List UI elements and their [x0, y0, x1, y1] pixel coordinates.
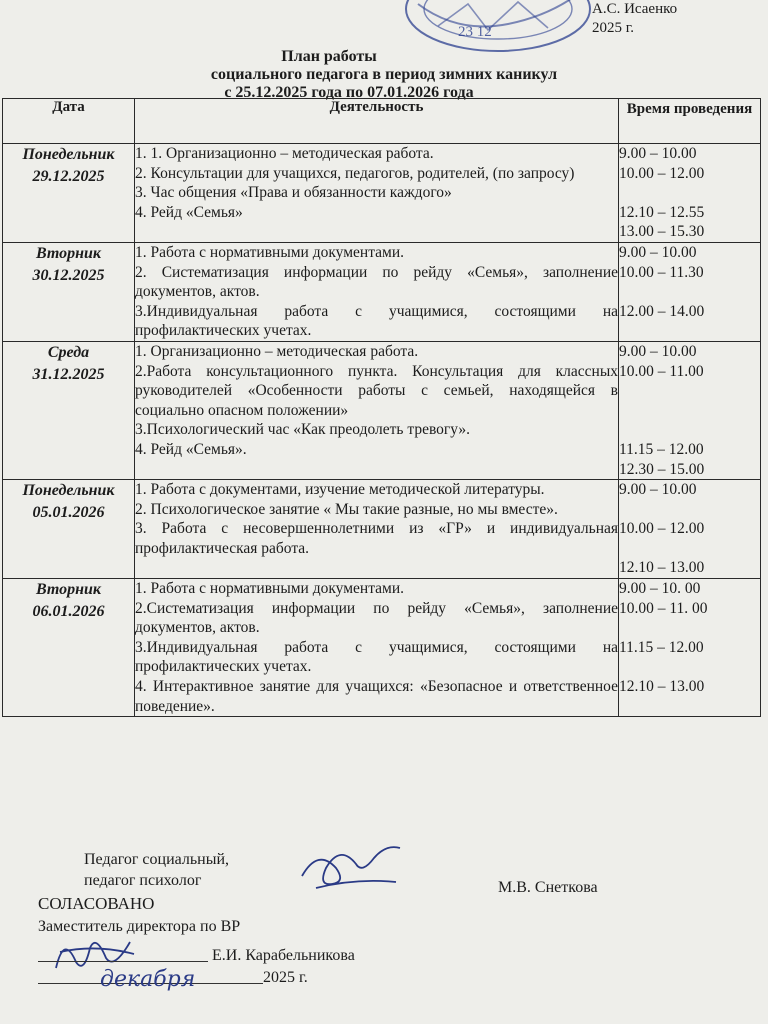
weekday-label: Среда [47, 343, 90, 361]
activity-item: 4. Рейд «Семья». [135, 440, 247, 458]
activity-item: 1. Работа с нормативными документами. [135, 243, 405, 261]
teacher-role-line-2: педагог психолог [84, 872, 202, 889]
time-slot [619, 183, 760, 203]
activity-item: 1. 1. Организационно – методическая работа. [135, 145, 434, 162]
time-slot: 10.00 – 11.00 [619, 362, 704, 380]
time-slot: 12.10 – 13.00 [619, 559, 705, 577]
time-slot: 10.00 – 12.00 [619, 164, 705, 182]
time-slot: 9.00 – 10.00 [619, 481, 697, 499]
time-slot: 12.10 – 12.55 [619, 203, 705, 221]
time-slot: 10.00 – 11. 00 [619, 599, 708, 617]
handwritten-month-text: декабря [100, 967, 196, 992]
weekday-label: Понедельник [22, 482, 115, 500]
agreed-label: СОЛАСОВАНО [38, 894, 155, 913]
header-date: Дата [3, 99, 135, 144]
time-slot: 12.30 – 15.00 [619, 460, 705, 478]
time-slot [619, 657, 760, 677]
activity-item: 2. Консультации для учащихся, педагогов, родителей, (по запросу) [135, 164, 575, 182]
date-cell [3, 579, 135, 717]
title-line-3: с 25.12.2025 года по 07.01.2026 года [224, 84, 474, 101]
time-slot: 9.00 – 10.00 [619, 342, 697, 360]
time-slot: 10.00 – 12.00 [619, 520, 705, 538]
date-label: 05.01.2026 [32, 504, 105, 522]
date-label: 29.12.2025 [32, 168, 105, 185]
header-time: Время проведения [619, 99, 761, 144]
activity-item: 3.Индивидуальная работа с учащимися, состоящими на профилактических учетах. [135, 302, 618, 340]
table-row [3, 144, 761, 243]
activity-item: 2. Систематизация информации по рейду «Семья», заполнение документов, актов. [135, 263, 618, 301]
weekday-label: Понедельник [22, 146, 115, 163]
date-label: 31.12.2025 [32, 365, 105, 383]
header-activity: Деятельность [135, 99, 619, 144]
date-label: 30.12.2025 [32, 266, 105, 284]
title-line-2: социального педагога в период зимних каникул [210, 66, 558, 83]
time-cell [619, 341, 761, 479]
deputy-year: 2025 г. [263, 969, 308, 986]
table-row [3, 341, 761, 479]
deputy-name: Е.И. Карабельникова [212, 947, 355, 964]
teacher-signature [296, 838, 406, 894]
activity-item: 4. Интерактивное занятие для учащихся: «Безопасное и ответственное поведение». [135, 678, 618, 715]
stamp-date: 23 12 [458, 24, 492, 40]
approval-block [592, 0, 677, 38]
date-cell [3, 144, 135, 243]
table-header-row [3, 99, 761, 144]
time-cell [619, 144, 761, 243]
time-slot: 12.00 – 14.00 [619, 302, 705, 320]
time-slot: 11.15 – 12.00 [619, 440, 704, 458]
approver-name: А.С. Исаенко [592, 1, 678, 17]
time-slot [619, 618, 760, 638]
activity-item: 4. Рейд «Семья» [135, 203, 243, 221]
date-label: 06.01.2026 [32, 603, 105, 621]
activity-cell [135, 579, 619, 717]
table-row [3, 579, 761, 717]
date-cell [3, 341, 135, 479]
time-slot [619, 500, 760, 520]
table-row [3, 480, 761, 579]
activity-cell [135, 242, 619, 341]
date-cell [3, 242, 135, 341]
date-cell [3, 480, 135, 579]
activity-item: 2.Систематизация информации по рейду «Семья», заполнение документов, актов. [135, 599, 618, 637]
time-cell [619, 579, 761, 717]
teacher-role-line-1: Педагог социальный, [84, 851, 230, 868]
handwritten-month [96, 960, 206, 994]
activity-item: 1. Работа с документами, изучение методической литературы. [135, 481, 545, 499]
time-slot: 9.00 – 10.00 [619, 145, 697, 162]
activity-cell [135, 480, 619, 579]
activity-item: 1. Организационно – методическая работа. [135, 342, 419, 360]
time-slot [619, 401, 760, 421]
time-cell [619, 480, 761, 579]
schedule-table [2, 98, 761, 717]
time-slot: 9.00 – 10.00 [619, 243, 697, 261]
table-row [3, 242, 761, 341]
time-slot: 11.15 – 12.00 [619, 638, 704, 656]
teacher-name: М.В. Снеткова [498, 879, 598, 896]
activity-item: 3.Психологический час «Как преодолеть тревогу». [135, 421, 471, 439]
activity-item: 3. Работа с несовершеннолетними из «ГР» и индивидуальная профилактическая работа. [135, 520, 618, 557]
round-stamp [398, 0, 598, 54]
time-slot: 10.00 – 11.30 [619, 263, 704, 281]
time-slot: 13.00 – 15.30 [619, 223, 705, 241]
weekday-label: Вторник [36, 581, 101, 599]
activity-item: 1. Работа с нормативными документами. [135, 580, 405, 598]
time-slot: 12.10 – 13.00 [619, 678, 705, 696]
activity-cell [135, 341, 619, 479]
time-slot [619, 539, 760, 559]
time-slot [619, 381, 760, 401]
activity-item: 3.Индивидуальная работа с учащимися, состоящими на профилактических учетах. [135, 638, 618, 676]
deputy-position: Заместитель директора по ВР [38, 918, 241, 935]
activity-item: 2.Работа консультационного пункта. Консультация для классных руководителей «Особенности работы с семьей, находящейся в социально опасном положении» [135, 362, 618, 419]
approval-year: 2025 г. [592, 20, 634, 36]
document-title [0, 48, 768, 102]
time-slot: 9.00 – 10. 00 [619, 580, 701, 598]
time-slot [619, 282, 760, 302]
time-slot [619, 420, 760, 440]
weekday-label: Вторник [36, 244, 101, 262]
activity-cell [135, 144, 619, 243]
activity-item: 2. Психологическое занятие « Мы такие разные, но мы вместе». [135, 500, 558, 518]
time-cell [619, 242, 761, 341]
title-line-1: План работы [281, 48, 377, 65]
activity-item: 3. Час общения «Права и обязанности каждого» [135, 184, 452, 202]
